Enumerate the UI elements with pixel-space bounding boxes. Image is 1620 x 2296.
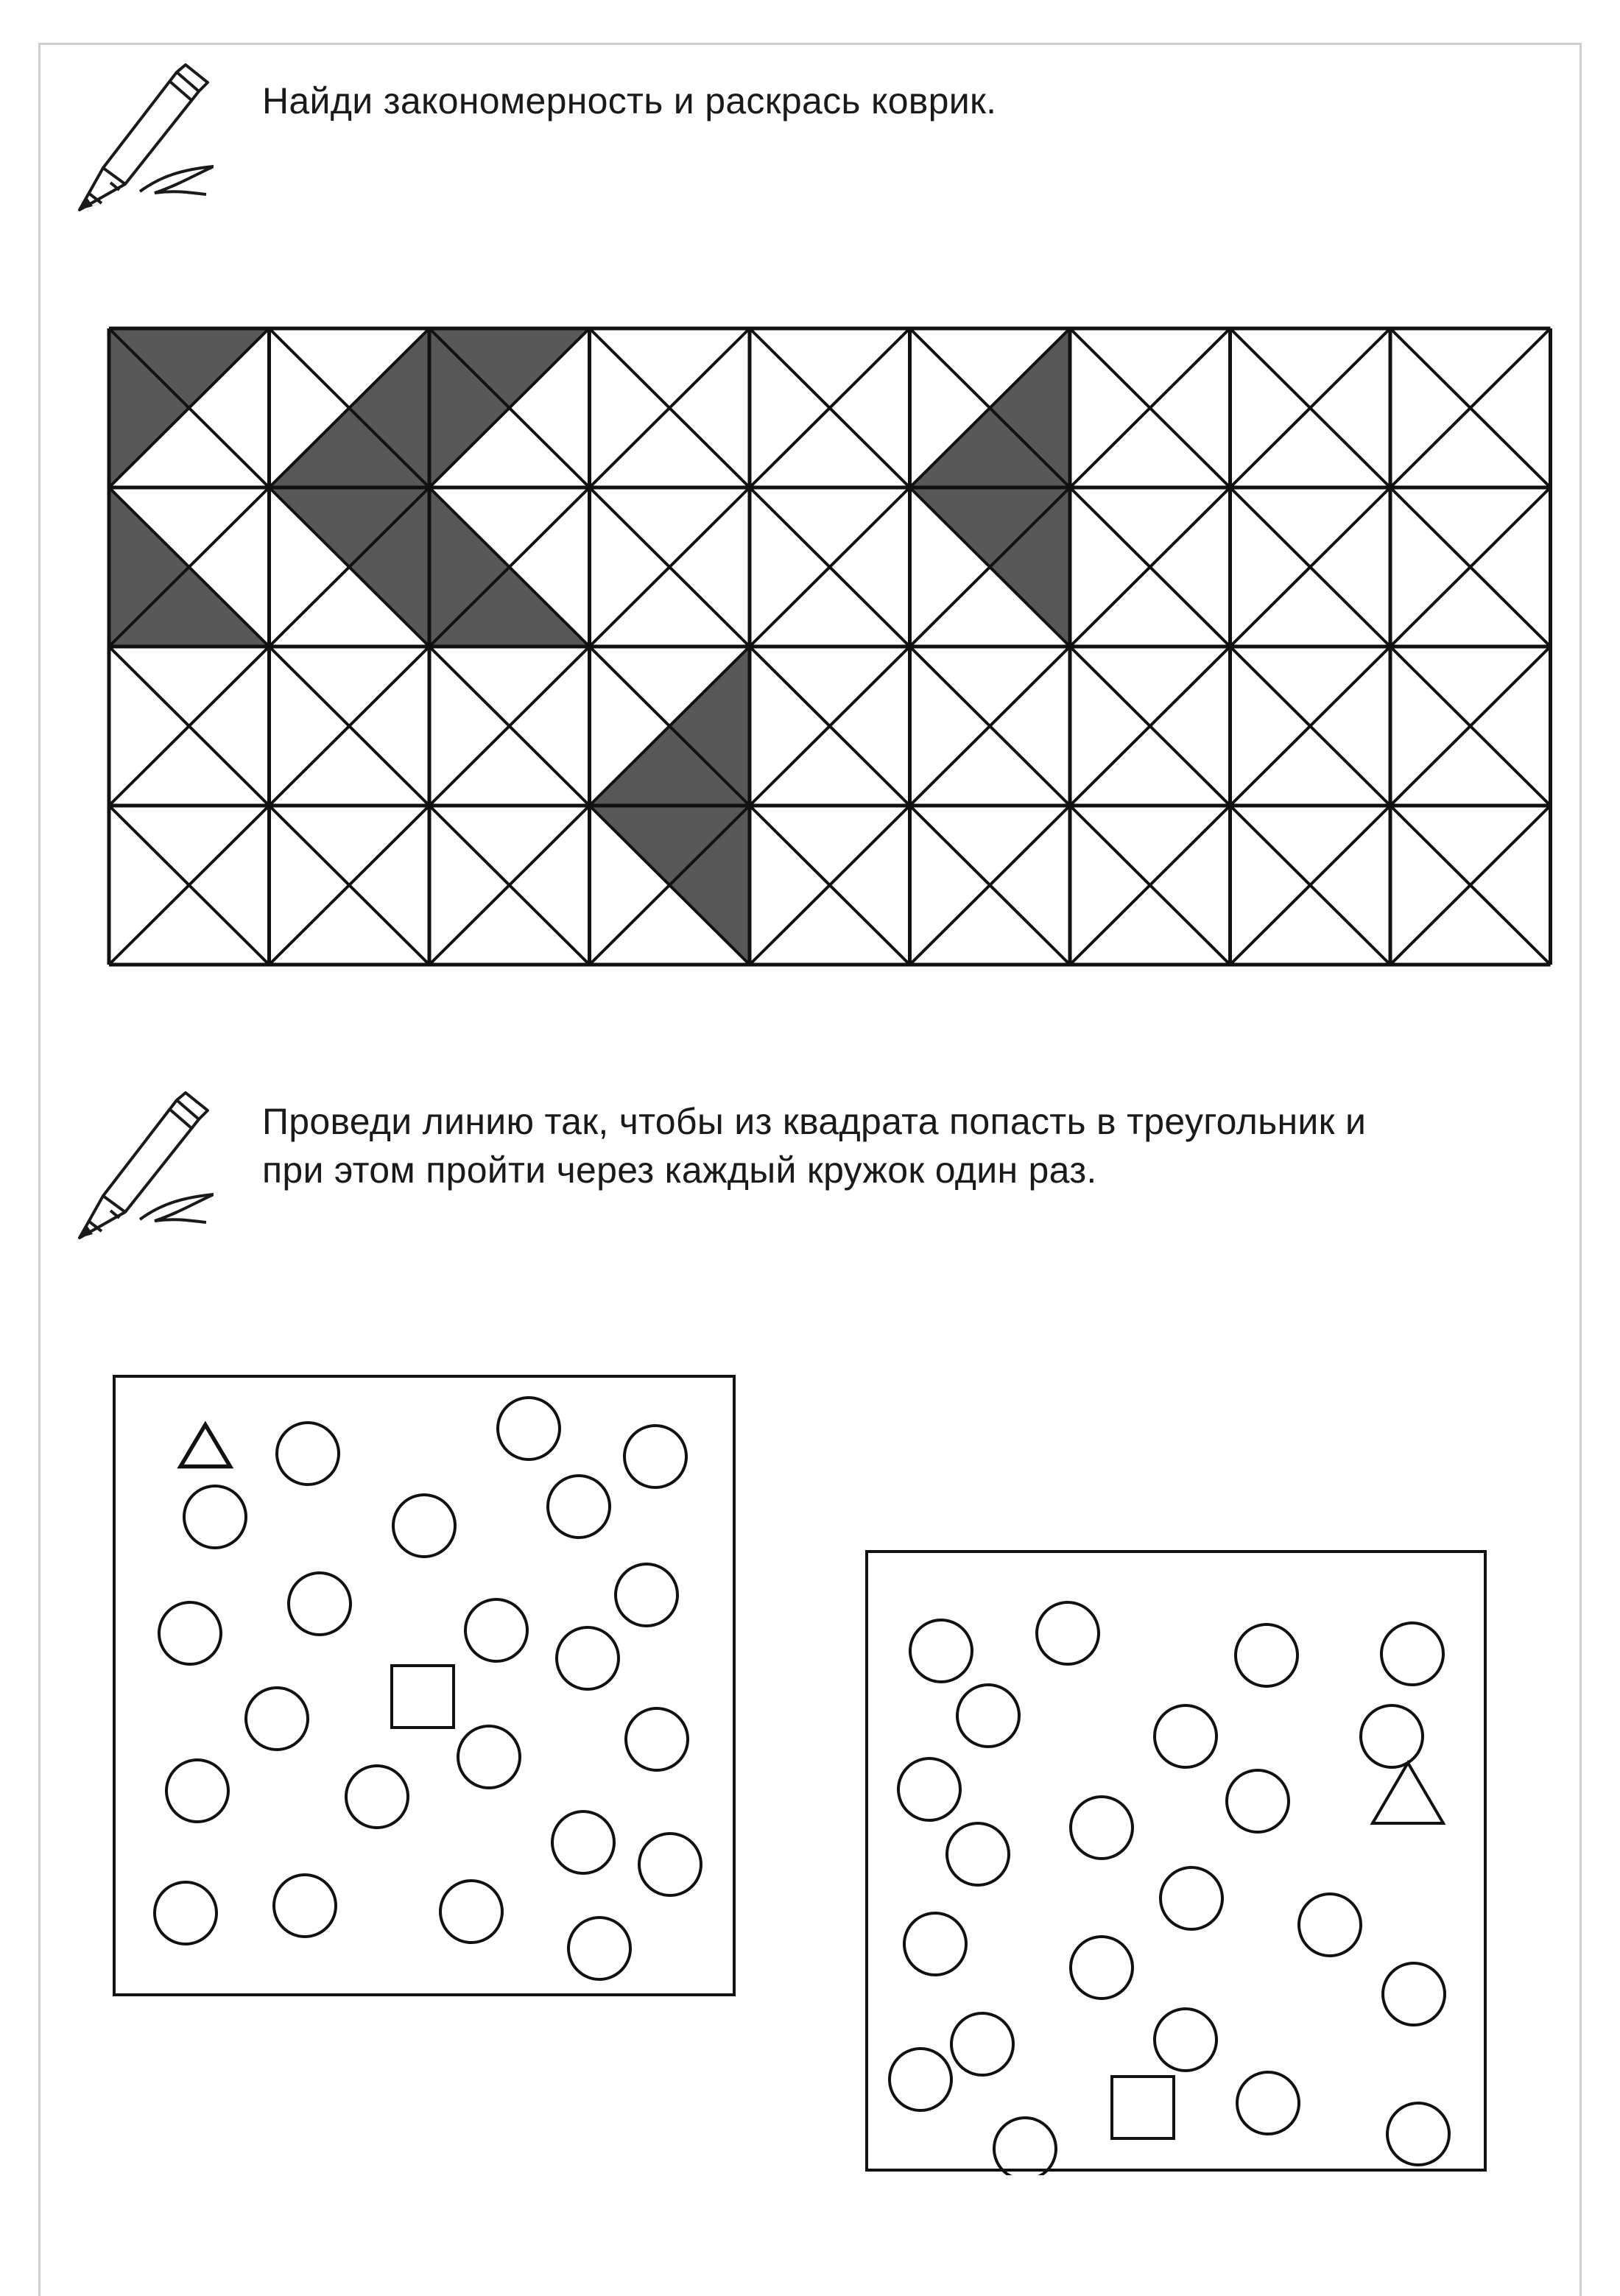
circle: [552, 1811, 614, 1873]
circle: [1037, 1602, 1099, 1664]
circle: [1161, 1867, 1222, 1929]
circle: [898, 1758, 960, 1820]
circle: [1236, 1624, 1297, 1686]
maze-left-border: [114, 1376, 734, 1995]
maze-right-border: [867, 1552, 1485, 2170]
circle: [346, 1766, 408, 1828]
circle: [184, 1486, 246, 1548]
circle: [1299, 1894, 1361, 1956]
circle: [1071, 1937, 1133, 1999]
circle: [166, 1760, 228, 1822]
circle: [274, 1875, 336, 1937]
square-start: [1112, 2077, 1174, 2138]
task2-instruction-line2: при этом пройти через каждый кружок один раз.: [262, 1149, 1097, 1191]
circle: [1155, 1705, 1216, 1767]
task2-instruction-line1: Проведи линию так, чтобы из квадрата попасть в треугольник и: [262, 1101, 1367, 1142]
circle: [557, 1627, 619, 1689]
pencil-icon: [66, 1087, 214, 1242]
circle: [1361, 1705, 1423, 1767]
circle: [1237, 2072, 1299, 2134]
circle: [548, 1476, 610, 1538]
circle: [1227, 1770, 1289, 1832]
circle: [155, 1882, 216, 1944]
square-start: [392, 1666, 454, 1728]
circle: [277, 1423, 339, 1485]
task1-instruction: Найди закономерность и раскрась коврик.: [262, 80, 997, 122]
maze-left: [112, 1374, 738, 2000]
rug-grid: [0, 0, 1620, 972]
circle: [957, 1685, 1019, 1747]
circle: [289, 1573, 351, 1635]
circle: [246, 1688, 308, 1750]
triangle-target: [180, 1425, 230, 1467]
circle: [994, 2118, 1056, 2175]
circle: [951, 2013, 1013, 2075]
circle: [910, 1620, 972, 1682]
circle: [904, 1913, 966, 1975]
circle: [568, 1918, 630, 1979]
circle: [1155, 2009, 1216, 2071]
circle: [1071, 1797, 1133, 1859]
circle: [639, 1834, 701, 1895]
circle: [1383, 1963, 1445, 2025]
circle: [393, 1495, 455, 1557]
triangle-target: [1373, 1763, 1443, 1823]
maze-right: [864, 1549, 1490, 2175]
circle: [159, 1602, 221, 1664]
circle: [465, 1599, 527, 1661]
circle: [947, 1823, 1009, 1885]
circle: [458, 1726, 520, 1788]
task2-instruction: [262, 1097, 1366, 1194]
circle: [440, 1881, 502, 1943]
circle: [626, 1708, 688, 1770]
circle: [1381, 1623, 1443, 1685]
circle: [890, 2049, 951, 2110]
circle: [624, 1426, 686, 1487]
circle: [1387, 2103, 1449, 2165]
circle: [616, 1564, 677, 1626]
circle: [498, 1398, 560, 1459]
